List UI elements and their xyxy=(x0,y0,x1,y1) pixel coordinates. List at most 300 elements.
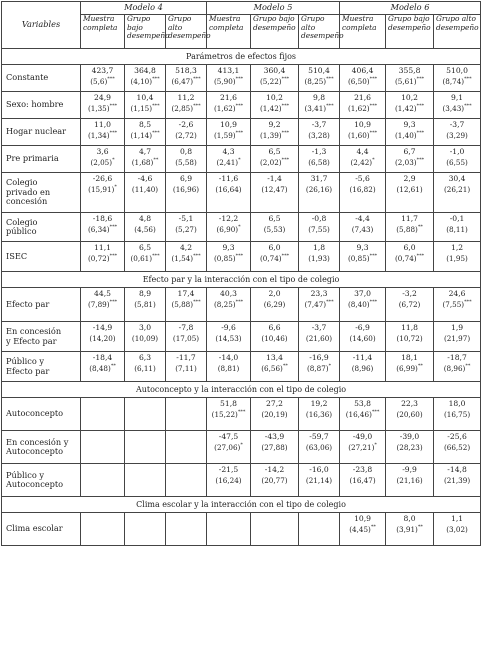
coefficient: 6,3 xyxy=(138,353,152,362)
standard-error xyxy=(386,477,433,487)
value-cell xyxy=(81,173,125,213)
standard-error xyxy=(386,255,433,265)
standard-error-value: (0,85) xyxy=(213,254,236,263)
standard-error xyxy=(434,105,480,115)
standard-error xyxy=(386,301,433,311)
subcolumn-header-line: Grupo alto xyxy=(301,14,325,32)
value-cell xyxy=(125,65,166,92)
table-body xyxy=(2,49,481,546)
table-row xyxy=(2,119,481,146)
significance-stars: *** xyxy=(369,253,378,259)
value-cell xyxy=(207,119,251,146)
significance-stars: ** xyxy=(153,157,159,163)
standard-error-value: (6,58) xyxy=(308,158,330,167)
coefficient: 9,3 xyxy=(356,243,369,252)
coefficient xyxy=(125,398,165,411)
coefficient: 406,4 xyxy=(351,66,374,75)
standard-error xyxy=(434,159,480,169)
standard-error-value: (2,85) xyxy=(171,104,194,113)
standard-error xyxy=(81,526,124,536)
variable-label-line: ISEC xyxy=(6,250,28,261)
significance-stars: *** xyxy=(326,76,334,82)
variable-label xyxy=(2,431,81,464)
standard-error-value: (1,15) xyxy=(130,104,153,113)
value-cell xyxy=(251,464,299,497)
standard-error xyxy=(340,335,385,345)
standard-error xyxy=(340,526,385,536)
standard-error xyxy=(166,365,206,375)
significance-stars: *** xyxy=(109,299,118,305)
standard-error-value: (6,34) xyxy=(87,225,110,234)
value-cell xyxy=(299,352,340,382)
standard-error xyxy=(299,132,339,142)
value-cell xyxy=(125,173,166,213)
standard-error xyxy=(251,365,298,375)
standard-error-value: (1,95) xyxy=(446,254,468,263)
standard-error-value: (0,74) xyxy=(259,254,282,263)
value-cell xyxy=(207,352,251,382)
standard-error xyxy=(207,411,250,421)
subcolumn-header xyxy=(251,15,299,49)
standard-error xyxy=(386,186,433,196)
coefficient: 6,5 xyxy=(138,243,152,252)
standard-error xyxy=(299,159,339,169)
standard-error xyxy=(251,301,298,311)
standard-error xyxy=(125,226,165,236)
standard-error-value: (16,64) xyxy=(215,185,242,194)
coefficient xyxy=(81,398,124,411)
coefficient: -1,0 xyxy=(449,147,465,156)
standard-error-value: (1,59) xyxy=(213,131,236,140)
standard-error-value: (21,14) xyxy=(305,476,333,485)
value-cell xyxy=(81,242,125,272)
standard-error xyxy=(125,159,165,169)
standard-error-value: (5,90) xyxy=(213,77,236,86)
standard-error xyxy=(434,301,480,311)
significance-stars: *** xyxy=(464,299,472,305)
coefficient: 1,8 xyxy=(312,243,326,252)
section-title: Parámetros de efectos fijos xyxy=(2,49,481,65)
coefficient: -11,4 xyxy=(352,353,373,362)
subcolumn-header-line: desempeño xyxy=(436,22,479,32)
standard-error-value: (27,06) xyxy=(214,443,241,452)
standard-error xyxy=(81,444,124,454)
value-cell xyxy=(251,513,299,546)
standard-error xyxy=(166,78,206,88)
value-cell xyxy=(81,352,125,382)
standard-error xyxy=(125,526,165,536)
standard-error xyxy=(251,411,298,421)
subcolumn-header xyxy=(81,15,125,49)
value-cell xyxy=(434,288,481,322)
standard-error-value: (5,53) xyxy=(263,225,286,234)
value-cell xyxy=(434,119,481,146)
value-cell xyxy=(386,173,434,213)
standard-error-value: (0,72) xyxy=(87,254,110,263)
coefficient: 10,9 xyxy=(354,120,371,129)
coefficient: -18,7 xyxy=(447,353,467,362)
standard-error xyxy=(299,186,339,196)
standard-error-value: (1,35) xyxy=(87,104,110,113)
coefficient: 3,6 xyxy=(96,147,109,156)
coefficient: 364,8 xyxy=(134,66,156,75)
significance-stars: ** xyxy=(417,363,423,369)
coefficient xyxy=(207,513,250,526)
standard-error-value: (12,61) xyxy=(396,185,423,194)
variable-label-line: En concesión y xyxy=(6,436,69,447)
standard-error xyxy=(251,226,298,236)
coefficient: 17,4 xyxy=(177,289,195,298)
section-row xyxy=(2,49,481,65)
significance-stars: ** xyxy=(110,363,116,369)
standard-error-value: (7,11) xyxy=(175,364,197,373)
standard-error xyxy=(125,255,165,265)
significance-stars: *** xyxy=(281,76,290,82)
table-row xyxy=(2,398,481,431)
coefficient: 8,5 xyxy=(138,120,152,129)
variable-label-line: Autoconcepto xyxy=(6,408,64,419)
variable-label-line: Sexo: hombre xyxy=(6,99,64,110)
coefficient: 40,3 xyxy=(220,289,237,298)
standard-error xyxy=(207,105,250,115)
standard-error xyxy=(166,411,206,421)
coefficient: 355,8 xyxy=(398,66,421,75)
subcolumn-header-line: Muestra xyxy=(83,14,115,23)
coefficient: 4,7 xyxy=(138,147,152,156)
coefficient: -1,4 xyxy=(267,174,282,183)
standard-error-value: (1,39) xyxy=(259,131,282,140)
standard-error xyxy=(434,526,480,536)
significance-stars: *** xyxy=(416,76,425,82)
standard-error xyxy=(340,301,385,311)
coefficient: 10,2 xyxy=(266,93,283,102)
coefficient: 27,2 xyxy=(266,399,283,408)
subcolumn-header xyxy=(166,14,211,49)
coefficient: -5,6 xyxy=(355,174,370,183)
standard-error-value: (7,55) xyxy=(442,300,465,309)
standard-error xyxy=(251,78,298,88)
coefficient: 53,8 xyxy=(354,399,371,408)
value-cell xyxy=(299,513,340,546)
model-6-header: Modelo 6 xyxy=(340,2,481,15)
standard-error-value: (8,87) xyxy=(306,364,329,373)
value-cell xyxy=(125,146,166,173)
value-cell xyxy=(166,119,207,146)
standard-error-value: (1,40) xyxy=(394,131,417,140)
standard-error-value: (5,27) xyxy=(175,225,197,234)
value-cell xyxy=(125,352,166,382)
subcolumn-header-line: Grupo bajo xyxy=(253,14,295,23)
standard-error-value: (8,11) xyxy=(446,225,468,234)
standard-error-value: (66,52) xyxy=(443,443,471,452)
subcolumn-header-line: desempeño xyxy=(168,31,211,41)
significance-stars: *** xyxy=(235,253,244,259)
value-cell xyxy=(340,119,386,146)
significance-stars: *** xyxy=(235,76,244,82)
coefficient: -7,8 xyxy=(178,323,194,332)
standard-error xyxy=(207,301,250,311)
value-cell xyxy=(81,92,125,119)
subcolumn-header-line: completa xyxy=(342,22,377,32)
standard-error-value: (3,91) xyxy=(396,525,418,534)
value-cell xyxy=(340,92,386,119)
coefficient: 4,4 xyxy=(356,147,369,156)
significance-stars: ** xyxy=(417,524,423,530)
value-cell xyxy=(299,398,340,431)
standard-error-value: (6,11) xyxy=(134,364,156,373)
value-cell xyxy=(207,65,251,92)
subcolumn-header-line: Grupo alto xyxy=(436,14,476,23)
value-cell xyxy=(125,288,166,322)
standard-error xyxy=(251,159,298,169)
standard-error-value: (6,99) xyxy=(396,364,418,373)
coefficient: 18,1 xyxy=(401,353,418,362)
variable-label-line: Autoconcepto xyxy=(6,446,64,456)
value-cell xyxy=(386,431,434,464)
subcolumn-header-line: Muestra xyxy=(342,14,374,23)
significance-stars: *** xyxy=(193,299,201,305)
standard-error-value: (11,40) xyxy=(131,185,159,194)
significance-stars: * xyxy=(112,157,115,163)
standard-error xyxy=(386,226,433,236)
standard-error xyxy=(81,78,124,88)
variable-label-line: En concesión xyxy=(6,326,62,337)
coefficient xyxy=(125,464,165,477)
coefficient: 10,4 xyxy=(136,93,154,102)
standard-error xyxy=(125,105,165,115)
significance-stars: * xyxy=(328,363,332,369)
standard-error-value: (6,29) xyxy=(263,300,286,309)
coefficient: -47,5 xyxy=(218,432,239,441)
table-row xyxy=(2,173,481,213)
standard-error xyxy=(299,335,339,345)
standard-error xyxy=(434,477,480,487)
standard-error xyxy=(251,477,298,487)
standard-error xyxy=(340,132,385,142)
value-cell xyxy=(299,288,340,322)
coefficient: 9,3 xyxy=(403,120,416,129)
significance-stars: *** xyxy=(152,103,160,109)
value-cell xyxy=(299,65,340,92)
value-cell xyxy=(81,398,125,431)
standard-error-value: (6,90) xyxy=(216,225,239,234)
standard-error-value: (3,41) xyxy=(304,104,327,113)
value-cell xyxy=(299,464,340,497)
value-cell xyxy=(299,322,340,352)
coefficient: -9,9 xyxy=(402,465,417,474)
value-cell xyxy=(434,398,481,431)
standard-error xyxy=(386,159,433,169)
coefficient xyxy=(166,398,206,411)
standard-error xyxy=(340,226,385,236)
value-cell xyxy=(386,146,434,173)
standard-error-value: (20,77) xyxy=(261,476,288,485)
coefficient: -43,9 xyxy=(264,432,285,441)
coefficient: 6,0 xyxy=(403,243,416,252)
significance-stars: *** xyxy=(109,103,118,109)
value-cell xyxy=(340,322,386,352)
coefficient: 10,2 xyxy=(401,93,418,102)
value-cell xyxy=(81,288,125,322)
standard-error-value: (1,62) xyxy=(347,104,370,113)
coefficient: -3,2 xyxy=(402,289,417,298)
standard-error xyxy=(81,365,124,375)
coefficient: -0,8 xyxy=(311,214,327,223)
value-cell xyxy=(81,513,125,546)
standard-error-value: (16,47) xyxy=(349,476,376,485)
value-cell xyxy=(386,464,434,497)
section-title: Autoconcepto y la interacción con el tipo de colegio xyxy=(2,382,481,398)
standard-error-value: (14,60) xyxy=(349,334,376,343)
standard-error-value: (6,55) xyxy=(446,158,468,167)
standard-error-value: (5,88) xyxy=(171,300,194,309)
subcolumn-header xyxy=(434,15,481,49)
standard-error-value: (3,02) xyxy=(446,525,468,534)
significance-stars: *** xyxy=(235,103,244,109)
standard-error-value: (16,75) xyxy=(443,410,471,419)
coefficient: 1,1 xyxy=(451,514,464,523)
variable-label-line: Constante xyxy=(6,72,49,83)
standard-error xyxy=(340,365,385,375)
standard-error xyxy=(340,105,385,115)
value-cell xyxy=(340,288,386,322)
significance-stars: *** xyxy=(193,103,201,109)
coefficient: 37,0 xyxy=(354,289,371,298)
value-cell xyxy=(340,352,386,382)
coefficient: 19,2 xyxy=(310,399,328,408)
coefficient: -25,6 xyxy=(447,432,467,441)
standard-error xyxy=(434,444,480,454)
standard-error-value: (6,50) xyxy=(347,77,370,86)
coefficient: 18,0 xyxy=(448,399,466,408)
value-cell xyxy=(81,213,125,242)
significance-stars: ** xyxy=(417,224,423,230)
variable-label-line: Hogar nuclear xyxy=(6,126,67,137)
standard-error xyxy=(125,365,165,375)
standard-error xyxy=(166,335,206,345)
coefficient xyxy=(251,513,298,526)
section-row xyxy=(2,497,481,513)
coefficient xyxy=(166,464,206,477)
significance-stars: *** xyxy=(281,157,290,163)
standard-error xyxy=(386,78,433,88)
coefficient: 6,5 xyxy=(268,147,281,156)
variable-label-line: Colegio xyxy=(6,177,38,188)
coefficient: 518,3 xyxy=(175,66,197,75)
value-cell xyxy=(166,398,207,431)
variable-label xyxy=(2,146,81,173)
coefficient: 413,1 xyxy=(217,66,240,75)
value-cell xyxy=(386,119,434,146)
value-cell xyxy=(166,431,207,464)
variable-label xyxy=(2,464,81,497)
coefficient: 360,4 xyxy=(263,66,286,75)
standard-error xyxy=(125,411,165,421)
value-cell xyxy=(434,92,481,119)
subcolumn-header xyxy=(340,15,386,49)
standard-error-value: (3,43) xyxy=(442,104,465,113)
variable-label-line: privado en xyxy=(6,186,51,197)
coefficient: -14,9 xyxy=(92,323,113,332)
coefficient: 24,9 xyxy=(94,93,111,102)
value-cell xyxy=(386,92,434,119)
value-cell xyxy=(434,173,481,213)
value-cell xyxy=(251,242,299,272)
value-cell xyxy=(125,213,166,242)
standard-error xyxy=(299,477,339,487)
standard-error-value: (10,09) xyxy=(131,334,159,343)
value-cell xyxy=(125,513,166,546)
significance-stars: *** xyxy=(235,299,244,305)
standard-error xyxy=(299,255,339,265)
value-cell xyxy=(207,288,251,322)
standard-error-value: (5,61) xyxy=(394,77,417,86)
standard-error-value: (8,96) xyxy=(443,364,466,373)
standard-error xyxy=(81,132,124,142)
value-cell xyxy=(81,146,125,173)
value-cell xyxy=(125,92,166,119)
standard-error xyxy=(207,159,250,169)
standard-error xyxy=(299,411,339,421)
coefficient: 4,3 xyxy=(222,147,235,156)
value-cell xyxy=(386,398,434,431)
variable-label-line: Efecto par xyxy=(6,365,50,376)
significance-stars: *** xyxy=(107,76,115,82)
model-header-row xyxy=(2,2,481,15)
value-cell xyxy=(251,352,299,382)
variables-header: Variables xyxy=(2,2,81,49)
value-cell xyxy=(207,513,251,546)
standard-error-value: (2,05) xyxy=(90,158,113,167)
standard-error xyxy=(166,477,206,487)
coefficient: 1,2 xyxy=(451,243,464,252)
standard-error xyxy=(340,411,385,421)
coefficient: 31,7 xyxy=(310,174,328,183)
coefficient: -4,4 xyxy=(355,214,370,223)
standard-error xyxy=(207,477,250,487)
standard-error xyxy=(81,477,124,487)
standard-error-value: (1,34) xyxy=(87,131,110,140)
coefficient: 10,9 xyxy=(220,120,237,129)
standard-error xyxy=(125,444,165,454)
value-cell xyxy=(386,213,434,242)
table-row xyxy=(2,92,481,119)
standard-error-value: (7,55) xyxy=(308,225,330,234)
significance-stars: *** xyxy=(369,299,378,305)
coefficient: -39,0 xyxy=(399,432,420,441)
standard-error xyxy=(207,444,250,454)
standard-error xyxy=(434,132,480,142)
standard-error-value: (1,93) xyxy=(308,254,330,263)
standard-error xyxy=(166,226,206,236)
standard-error xyxy=(251,186,298,196)
coefficient: -12,2 xyxy=(218,214,239,223)
table-row xyxy=(2,464,481,497)
standard-error xyxy=(340,186,385,196)
significance-stars: *** xyxy=(281,103,290,109)
standard-error xyxy=(434,365,480,375)
standard-error-value: (3,29) xyxy=(446,131,468,140)
standard-error-value: (2,03) xyxy=(394,158,417,167)
value-cell xyxy=(434,146,481,173)
subcolumn-header-line: desempeño xyxy=(388,22,431,32)
standard-error xyxy=(251,105,298,115)
standard-error-value: (27,21) xyxy=(348,443,375,452)
table-row xyxy=(2,288,481,322)
value-cell xyxy=(166,464,207,497)
standard-error-value: (6,72) xyxy=(398,300,421,309)
value-cell xyxy=(166,92,207,119)
